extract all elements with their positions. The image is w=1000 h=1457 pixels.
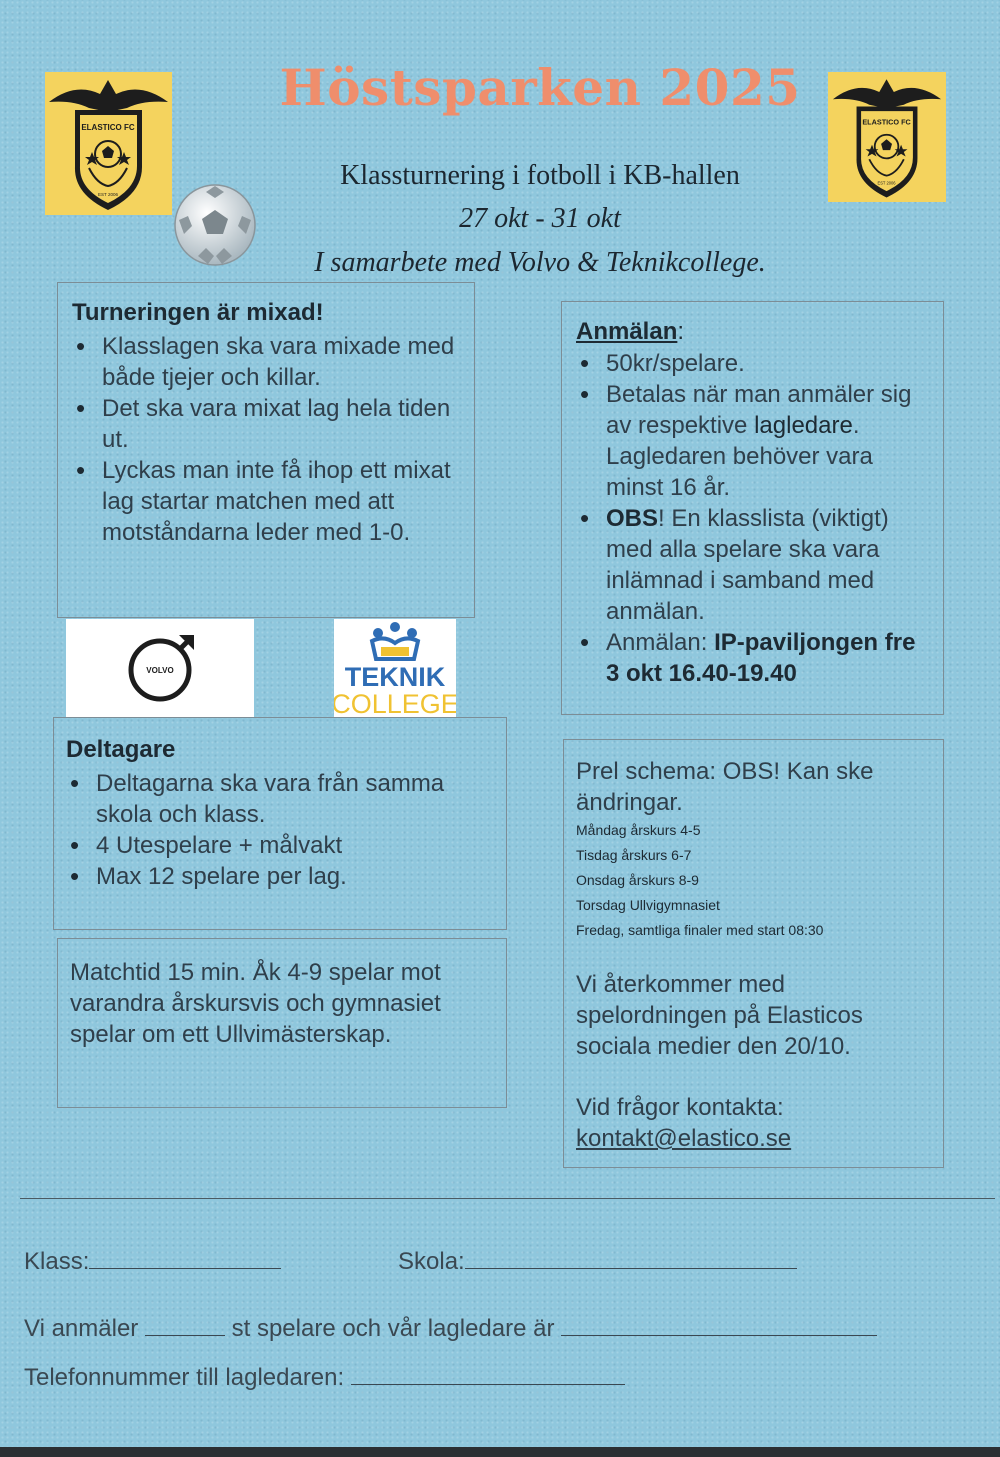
list-item: • 50kr/spelare. <box>606 348 929 379</box>
school-label: Skola: <box>398 1248 465 1275</box>
signup-item2-pre: Betalas när man anmäler sig av respektive <box>606 381 912 439</box>
match-text: Matchtid 15 min. Åk 4-9 spelar mot varandra årskursvis och gymnasiet spelar om ett Ullvimästerskap. <box>70 959 441 1048</box>
mixed-title: Turneringen är mixad! <box>72 299 324 326</box>
participants-title: Deltagare <box>66 736 176 763</box>
badge-text-right: ELASTICO FC <box>862 117 911 127</box>
match-info-box <box>57 938 507 1108</box>
contact-label: Vid frågor kontakta: <box>576 1094 784 1121</box>
club-logo-left <box>45 72 172 215</box>
schedule-day: Onsdag årskurs 8-9 <box>576 872 699 888</box>
list-item <box>606 503 929 627</box>
list-item: • Klasslagen ska vara mixade med både tjejer och killar. <box>102 331 460 393</box>
list-item: • Deltagarna ska vara från samma skola och klass. <box>96 768 494 830</box>
class-field[interactable] <box>89 1246 281 1269</box>
form-row-class <box>24 1246 281 1276</box>
mixed-rules-box <box>57 282 475 618</box>
list-item: • Max 12 spelare per lag. <box>96 861 494 892</box>
form-row-phone <box>24 1362 625 1392</box>
club-logo-right <box>828 72 946 202</box>
form-row-school <box>398 1246 797 1276</box>
leader-label: st spelare och vår lagledare är <box>231 1315 555 1342</box>
signup-obs: OBS <box>606 505 659 532</box>
leader-name-field[interactable] <box>561 1313 877 1336</box>
signup-item4-pre: Anmälan: <box>606 629 715 656</box>
signup-item3-post: ! En klasslista (viktigt) med alla spelare ska vara inlämnad i samband med anmälan. <box>606 505 889 625</box>
schedule-heading: Prel schema: OBS! Kan ske ändringar. <box>576 758 874 816</box>
schedule-box <box>563 739 944 1168</box>
page-bottom-edge <box>0 1447 1000 1457</box>
signup-item2-post: . Lagledaren behöver vara minst 16 år. <box>606 412 873 501</box>
teknik-text: TEKNIK <box>344 662 446 692</box>
class-label: Klass: <box>24 1248 90 1275</box>
school-field[interactable] <box>465 1246 797 1269</box>
social-media-note: Vi återkommer med spelordningen på Elasticos sociala medier den 20/10. <box>576 971 863 1060</box>
page-title: Höstsparken 2025 <box>279 58 801 117</box>
subtitle-dates: 27 okt - 31 okt <box>459 203 621 234</box>
schedule-day: Fredag, samtliga finaler med start 08:30 <box>576 922 824 938</box>
form-row-signup <box>24 1313 877 1343</box>
list-item: • Det ska vara mixat lag hela tiden ut. <box>102 393 460 455</box>
badge-text-left: ELASTICO FC <box>81 123 135 132</box>
participants-box <box>53 717 507 930</box>
badge-est-left: EST 2006 <box>98 192 118 197</box>
signup-location: IP-paviljongen fre 3 okt 16.40-19.40 <box>606 629 916 687</box>
subtitle-partners: I samarbete med Volvo & Teknikcollege. <box>314 247 766 278</box>
volvo-text: VOLVO <box>146 666 174 675</box>
player-count-label: Vi anmäler <box>24 1315 139 1342</box>
list-item: • 4 Utespelare + målvakt <box>96 830 494 861</box>
form-divider <box>20 1198 995 1199</box>
football-icon <box>170 180 260 270</box>
teknikcollege-logo <box>334 619 456 717</box>
schedule-day: Måndag årskurs 4-5 <box>576 822 701 838</box>
subtitle-location: Klassturnering i fotboll i KB-hallen <box>340 160 740 191</box>
signup-title: Anmälan <box>576 318 678 345</box>
college-text: COLLEGE <box>334 689 456 717</box>
list-item <box>606 379 929 503</box>
contact-email-link[interactable]: kontakt@elastico.se <box>576 1125 792 1152</box>
schedule-day: Tisdag årskurs 6-7 <box>576 847 692 863</box>
list-item <box>606 627 929 689</box>
phone-label: Telefonnummer till lagledaren: <box>24 1364 345 1391</box>
signup-item2-bold: lagledare <box>754 412 853 439</box>
volvo-logo <box>66 619 254 717</box>
signup-box <box>561 301 944 715</box>
player-count-field[interactable] <box>145 1313 225 1336</box>
phone-field[interactable] <box>351 1362 625 1385</box>
list-item: • Lyckas man inte få ihop ett mixat lag startar matchen med att motståndarna leder med 1-0. <box>102 455 460 548</box>
signup-colon: : <box>677 318 685 345</box>
badge-est-right: EST 2006 <box>877 180 896 186</box>
schedule-day: Torsdag Ullvigymnasiet <box>576 897 720 913</box>
